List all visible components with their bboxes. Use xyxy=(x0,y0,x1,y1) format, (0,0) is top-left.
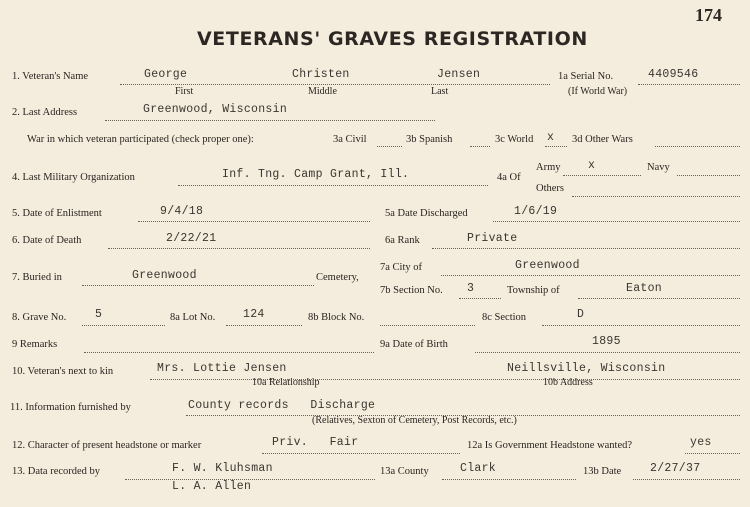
gov-headstone-line xyxy=(685,453,740,454)
lot-no-value: 124 xyxy=(243,308,265,321)
war-label: War in which veteran participated (check proper one): xyxy=(27,134,254,145)
last-address-value: Greenwood, Wisconsin xyxy=(143,103,288,116)
rank-label: 6a Rank xyxy=(385,235,420,246)
lot-no-line xyxy=(226,325,302,326)
discharged-label: 5a Date Discharged xyxy=(385,208,468,219)
navy-option: Navy xyxy=(647,162,670,173)
death-date-value: 2/22/21 xyxy=(166,232,217,245)
death-date-label: 6. Date of Death xyxy=(12,235,82,246)
city-value: Greenwood xyxy=(515,259,580,272)
city-label: 7a City of xyxy=(380,262,422,273)
middle-caption: Middle xyxy=(308,86,337,97)
section-no-line xyxy=(459,298,501,299)
veteran-name-label: 1. Veteran's Name xyxy=(12,71,89,82)
serial-label: 1a Serial No. xyxy=(558,71,614,82)
township-label: Township of xyxy=(507,285,560,296)
military-org-value: Inf. Tng. Camp Grant, Ill. xyxy=(222,168,410,181)
headstone-value: Priv. Fair xyxy=(272,436,359,449)
gov-headstone-value: yes xyxy=(690,436,712,449)
address-caption: 10b Address xyxy=(543,377,593,388)
enlistment-value: 9/4/18 xyxy=(160,205,204,218)
war-civil-line xyxy=(377,146,402,147)
recorded-by-value: F. W. Kluhsman xyxy=(172,462,273,475)
recorded-by-value-2: L. A. Allen xyxy=(172,480,252,493)
section-no-value: 3 xyxy=(467,282,475,295)
lot-no-label: 8a Lot No. xyxy=(170,312,216,323)
grave-no-label: 8. Grave No. xyxy=(12,312,67,323)
grave-no-value: 5 xyxy=(95,308,103,321)
military-org-line xyxy=(178,185,488,186)
section-line xyxy=(542,325,740,326)
headstone-line xyxy=(262,453,460,454)
buried-in-label: 7. Buried in xyxy=(12,272,62,283)
military-org-label: 4. Last Military Organization xyxy=(12,172,135,183)
next-of-kin-value: Mrs. Lottie Jensen xyxy=(157,362,287,375)
remarks-line xyxy=(84,352,374,353)
first-name-value: George xyxy=(144,68,188,81)
rank-value: Private xyxy=(467,232,518,245)
serial-value: 4409546 xyxy=(648,68,699,81)
discharged-value: 1/6/19 xyxy=(514,205,558,218)
last-address-label: 2. Last Address xyxy=(12,107,78,118)
county-line xyxy=(442,479,576,480)
next-of-kin-label: 10. Veteran's next to kin xyxy=(12,366,114,377)
army-mark: x xyxy=(588,159,596,172)
war-world-mark: x xyxy=(547,131,555,144)
birth-date-line xyxy=(475,352,740,353)
cemetery-label: Cemetery, xyxy=(316,272,359,283)
navy-line xyxy=(677,175,740,176)
last-caption: Last xyxy=(431,86,449,97)
grave-no-line xyxy=(82,325,165,326)
last-address-line xyxy=(105,120,435,121)
township-value: Eaton xyxy=(626,282,663,295)
veteran-name-line xyxy=(120,84,550,85)
remarks-label: 9 Remarks xyxy=(12,339,58,350)
first-caption: First xyxy=(175,86,194,97)
war-spanish-option: 3b Spanish xyxy=(406,134,453,145)
county-value: Clark xyxy=(460,462,497,475)
headstone-label: 12. Character of present headstone or marker xyxy=(12,440,202,451)
county-label: 13a County xyxy=(380,466,429,477)
war-world-option: 3c World xyxy=(495,134,534,145)
buried-in-line xyxy=(82,285,314,286)
discharged-line xyxy=(493,221,740,222)
form-title: VETERANS' GRAVES REGISTRATION xyxy=(197,28,588,50)
army-option: Army xyxy=(536,162,561,173)
township-line xyxy=(578,298,740,299)
gov-headstone-label: 12a Is Government Headstone wanted? xyxy=(467,440,633,451)
birth-date-label: 9a Date of Birth xyxy=(380,339,448,350)
section-no-label: 7b Section No. xyxy=(380,285,443,296)
recorded-date-label: 13b Date xyxy=(583,466,622,477)
page-number: 174 xyxy=(695,5,722,25)
serial-note: (If World War) xyxy=(568,86,628,97)
block-no-label: 8b Block No. xyxy=(308,312,365,323)
army-line xyxy=(563,175,641,176)
recorded-date-value: 2/27/37 xyxy=(650,462,701,475)
recorded-by-label: 13. Data recorded by xyxy=(12,466,101,477)
war-spanish-line xyxy=(470,146,490,147)
next-of-kin-address: Neillsville, Wisconsin xyxy=(507,362,666,375)
recorded-date-line xyxy=(633,479,740,480)
middle-name-value: Christen xyxy=(292,68,350,81)
buried-in-value: Greenwood xyxy=(132,269,197,282)
next-of-kin-line xyxy=(150,379,740,380)
relationship-caption: 10a Relationship xyxy=(252,377,320,388)
war-other-option: 3d Other Wars xyxy=(572,134,633,145)
info-furnished-note: (Relatives, Sexton of Cemetery, Post Records, etc.) xyxy=(312,415,517,426)
info-furnished-value: County records Discharge xyxy=(188,399,376,412)
block-no-line xyxy=(380,325,475,326)
enlistment-line xyxy=(138,221,370,222)
serial-line xyxy=(638,84,740,85)
rank-line xyxy=(432,248,740,249)
info-furnished-label: 11. Information furnished by xyxy=(10,402,131,413)
of-label: 4a Of xyxy=(497,172,521,183)
birth-date-value: 1895 xyxy=(592,335,621,348)
others-option: Others xyxy=(536,183,564,194)
war-other-line xyxy=(655,146,740,147)
city-line xyxy=(441,275,740,276)
others-line xyxy=(572,196,740,197)
section-value: D xyxy=(577,308,585,321)
enlistment-label: 5. Date of Enlistment xyxy=(12,208,102,219)
war-world-line xyxy=(545,146,567,147)
death-date-line xyxy=(108,248,370,249)
last-name-value: Jensen xyxy=(437,68,481,81)
section-label: 8c Section xyxy=(482,312,527,323)
war-civil-option: 3a Civil xyxy=(333,134,367,145)
